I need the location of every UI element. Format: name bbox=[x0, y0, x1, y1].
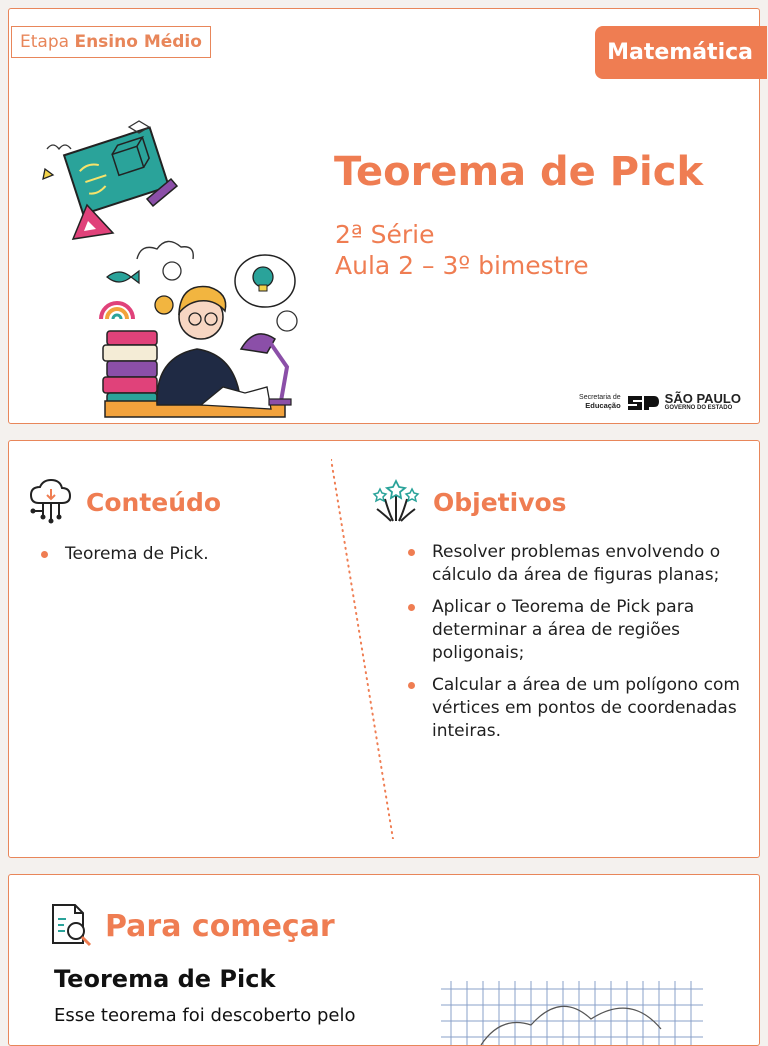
secretaria-text: Secretaria de Educação bbox=[579, 393, 621, 410]
cover-slide bbox=[8, 8, 760, 424]
lesson-title: Teorema de Pick bbox=[334, 149, 704, 195]
sao-paulo-government-logo bbox=[579, 393, 741, 411]
stage-tag bbox=[11, 26, 211, 58]
list-item: Teorema de Pick. bbox=[39, 543, 319, 566]
subject-badge: Matemática bbox=[595, 26, 767, 79]
list-item: Calcular a área de um polígono com vértices em pontos de coordenadas inteiras. bbox=[406, 674, 746, 743]
grid-polygon-figure bbox=[441, 981, 703, 1045]
stage-value: Ensino Médio bbox=[74, 32, 202, 52]
document-search-icon bbox=[49, 901, 95, 949]
content-list bbox=[39, 543, 319, 575]
lesson-subtitle bbox=[335, 219, 589, 281]
fireworks-target-icon bbox=[371, 477, 421, 527]
sao-paulo-text: SÃO PAULO GOVERNO DO ESTADO bbox=[664, 391, 741, 411]
list-item: Resolver problemas envolvendo o cálculo da área de figuras planas; bbox=[406, 541, 746, 587]
stage-prefix: Etapa bbox=[20, 32, 70, 52]
lesson-label: Aula 2 – 3º bimestre bbox=[335, 251, 589, 280]
content-title: Conteúdo bbox=[86, 488, 222, 517]
student-study-illustration bbox=[29, 109, 329, 419]
sp-emblem-icon bbox=[626, 393, 660, 411]
series-label: 2ª Série bbox=[335, 220, 435, 249]
objectives-list bbox=[406, 541, 746, 752]
content-objectives-slide bbox=[8, 440, 760, 858]
section-title: Para começar bbox=[105, 909, 335, 944]
intro-slide bbox=[8, 874, 760, 1046]
intro-heading: Teorema de Pick bbox=[54, 965, 276, 993]
intro-paragraph: Esse teorema foi descoberto pelo bbox=[54, 1005, 356, 1026]
list-item: Aplicar o Teorema de Pick para determinar a área de regiões poligonais; bbox=[406, 596, 746, 665]
objectives-title: Objetivos bbox=[433, 488, 567, 517]
cloud-network-icon bbox=[29, 479, 73, 525]
